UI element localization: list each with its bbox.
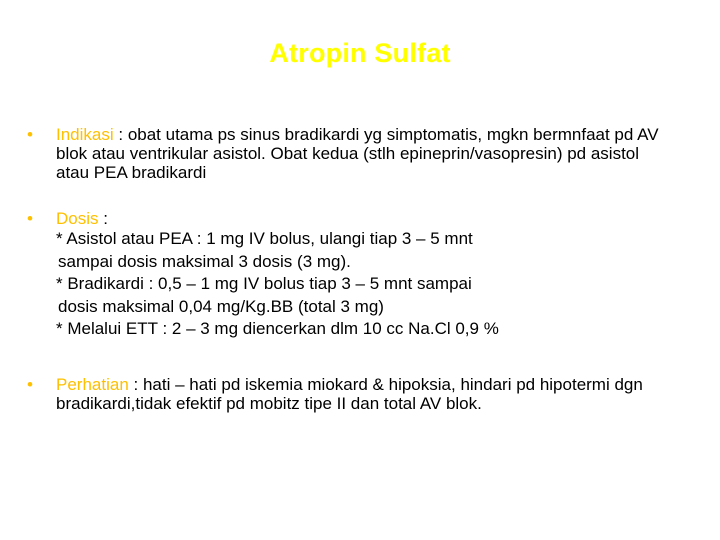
bullet-term: Perhatian <box>56 375 129 394</box>
bullet-body <box>56 125 667 182</box>
bullet-dot-icon: • <box>27 125 33 144</box>
dose-line: dosis maksimal 0,04 mg/Kg.BB (total 3 mg) <box>58 296 384 316</box>
bullet-term: Indikasi <box>56 125 114 144</box>
bullet-separator: : <box>128 375 143 394</box>
bullet-indikasi <box>27 125 667 182</box>
dose-line: * Bradikardi : 0,5 – 1 mg IV bolus tiap 3 – 5 mnt sampai <box>56 274 472 293</box>
bullet-body <box>56 375 667 413</box>
dose-line: * Asistol atau PEA : 1 mg IV bolus, ulangi tiap 3 – 5 mnt <box>56 229 473 248</box>
bullet-perhatian <box>27 375 667 413</box>
bullet-term: Dosis <box>56 209 99 228</box>
bullet-body <box>56 209 667 341</box>
bullet-dosis <box>27 209 667 341</box>
bullet-separator: : <box>113 125 128 144</box>
bullet-dot-icon: • <box>27 375 33 394</box>
slide-title: Atropin Sulfat <box>269 38 451 68</box>
dose-line: sampai dosis maksimal 3 dosis (3 mg). <box>58 251 351 271</box>
dose-line: * Melalui ETT : 2 – 3 mg diencerkan dlm 10 cc Na.Cl 0,9 % <box>56 319 499 338</box>
bullet-text: obat utama ps sinus bradikardi yg simptomatis, mgkn bermnfaat pd AV blok atau ventrikular asistol. Obat kedua (stlh epineprin/vasopresin) pd asistol atau PEA bradikardi <box>56 125 659 182</box>
bullet-separator: : <box>98 209 108 228</box>
bullet-dot-icon: • <box>27 209 33 228</box>
bullet-text: hati – hati pd iskemia miokard & hipoksia, hindari pd hipotermi dgn bradikardi,tidak efektif pd mobitz tipe II dan total AV blok. <box>56 375 643 413</box>
